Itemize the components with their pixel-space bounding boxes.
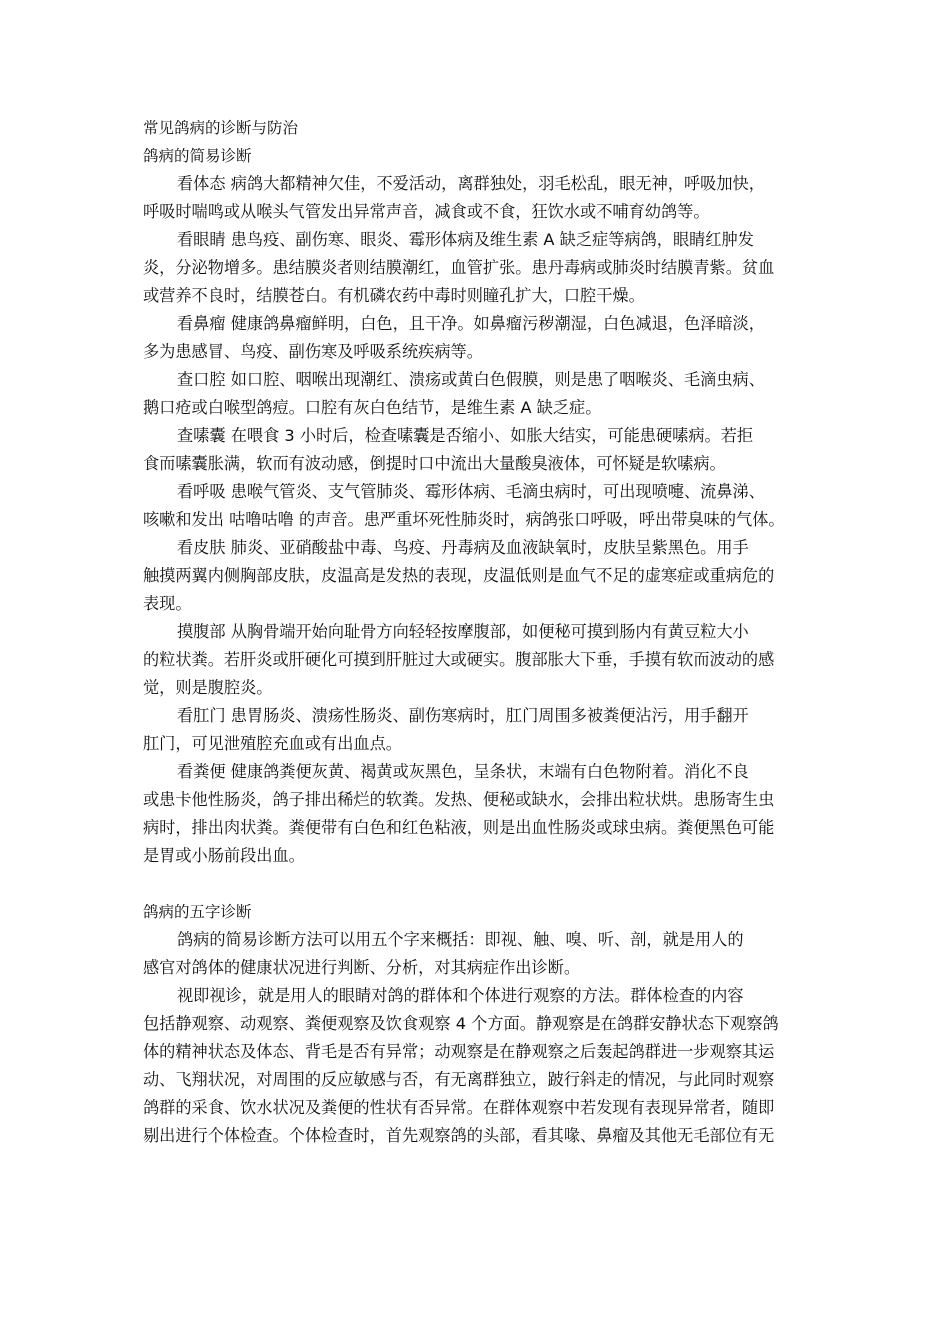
paragraph-line: 看粪便 健康鸽粪便灰黄、褐黄或灰黑色，呈条状，末端有白色物附着。消化不良 [177,762,749,781]
paragraph-line: 鸽群的采食、饮水状况及粪便的性状有否异常。在群体观察中若发现有表现异常者，随即 [143,1098,775,1117]
paragraph-line: 看体态 病鸽大都精神欠佳，不爱活动，离群独处，羽毛松乱，眼无神，呼吸加快， [177,174,765,193]
paragraph-line: 看鼻瘤 健康鸽鼻瘤鲜明，白色，且干净。如鼻瘤污秽潮湿，白色减退，色泽暗淡， [177,314,765,333]
paragraph-line: 表现。 [143,594,192,613]
paragraph [143,226,823,310]
paragraph-line: 食而嗉囊胀满，软而有波动感，倒提时口中流出大量酸臭液体，可怀疑是软嗉病。 [143,454,726,473]
paragraph [143,422,823,478]
paragraph [143,618,823,702]
paragraph-line: 鹅口疮或白喉型鸽痘。口腔有灰白色结节，是维生素 A 缺乏症。 [143,398,602,417]
paragraph-line: 看眼睛 患鸟疫、副伤寒、眼炎、霉形体病及维生素 A 缺乏症等病鸽，眼睛红肿发 [177,230,754,249]
paragraph [143,982,823,1150]
paragraph [143,758,823,870]
paragraph-line: 鸽病的简易诊断方法可以用五个字来概括：即视、触、嗅、听、剖，就是用人的 [177,930,744,949]
paragraph-line: 动、飞翔状况，对周围的反应敏感与否，有无离群独立，跛行斜走的情况，与此同时观察 [143,1070,775,1089]
paragraph-line: 呼吸时喘鸣或从喉头气管发出异常声音，减食或不食，狂饮水或不哺育幼鸽等。 [143,202,710,221]
paragraph-line: 是胃或小肠前段出血。 [143,846,305,865]
section-five-word-diagnosis [143,926,823,1150]
paragraph-line: 剔出进行个体检查。个体检查时，首先观察鸽的头部，看其喙、鼻瘤及其他无毛部位有无 [143,1126,775,1145]
paragraph-line: 体的精神状态及体态、背毛是否有异常；动观察是在静观察之后轰起鸽群进一步观察其运 [143,1042,775,1061]
paragraph [143,366,823,422]
paragraph-line: 或患卡他性肠炎，鸽子排出稀烂的软粪。发热、便秘或缺水，会排出粒状烘。患肠寄生虫 [143,790,775,809]
paragraph-line: 看呼吸 患喉气管炎、支气管肺炎、霉形体病、毛滴虫病时，可出现喷嚏、流鼻涕、 [177,482,765,501]
paragraph-line: 肛门，可见泄殖腔充血或有出血点。 [143,734,402,753]
paragraph-line: 病时，排出肉状粪。粪便带有白色和红色粘液，则是出血性肠炎或球虫病。粪便黑色可能 [143,818,775,837]
paragraph-line: 查嗉囊 在喂食 3 小时后，检查嗉囊是否缩小、如胀大结实，可能患硬嗉病。若拒 [177,426,754,445]
paragraph [143,478,823,534]
paragraph-line: 炎，分泌物增多。患结膜炎者则结膜潮红，血管扩张。患丹毒病或肺炎时结膜青紫。贫血 [143,258,775,277]
paragraph-line: 触摸两翼内侧胸部皮肤，皮温高是发热的表现，皮温低则是血气不足的虚寒症或重病危的 [143,566,775,585]
paragraph-line: 咳嗽和发出 咕噜咕噜 的声音。患严重坏死性肺炎时，病鸽张口呼吸，呼出带臭味的气体。 [143,510,785,529]
paragraph [143,702,823,758]
paragraph-line: 感官对鸽体的健康状况进行判断、分析，对其病症作出诊断。 [143,958,581,977]
paragraph-line: 看肛门 患胃肠炎、溃疡性肠炎、副伤寒病时，肛门周围多被粪便沾污，用手翻开 [177,706,749,725]
paragraph-line: 或营养不良时，结膜苍白。有机磷农药中毒时则瞳孔扩大，口腔干燥。 [143,286,645,305]
paragraph [143,310,823,366]
section-simple-diagnosis [143,170,823,870]
section-spacer [143,870,823,898]
paragraph [143,170,823,226]
document-title: 常见鸽病的诊断与防治 [143,119,299,137]
section-heading-simple-diagnosis: 鸽病的简易诊断 [143,147,252,165]
document-body [143,114,823,1150]
paragraph-line: 包括静观察、动观察、粪便观察及饮食观察 4 个方面。静观察是在鸽群安静状态下观察鸽 [143,1014,779,1033]
paragraph-line: 的粒状粪。若肝炎或肝硬化可摸到肝脏过大或硬实。腹部胀大下垂，手摸有软而波动的感 [143,650,775,669]
section-heading-five-word-diagnosis: 鸽病的五字诊断 [143,903,252,921]
paragraph-line: 查口腔 如口腔、咽喉出现潮红、溃疡或黄白色假膜，则是患了咽喉炎、毛滴虫病、 [177,370,765,389]
paragraph-line: 摸腹部 从胸骨端开始向耻骨方向轻轻按摩腹部，如便秘可摸到肠内有黄豆粒大小 [177,622,749,641]
paragraph [143,534,823,618]
paragraph [143,926,823,982]
paragraph-line: 觉，则是腹腔炎。 [143,678,273,697]
paragraph-line: 视即视诊，就是用人的眼睛对鸽的群体和个体进行观察的方法。群体检查的内容 [177,986,744,1005]
paragraph-line: 多为患感冒、鸟疫、副伤寒及呼吸系统疾病等。 [143,342,483,361]
paragraph-line: 看皮肤 肺炎、亚硝酸盐中毒、鸟疫、丹毒病及血液缺氧时，皮肤呈紫黑色。用手 [177,538,749,557]
